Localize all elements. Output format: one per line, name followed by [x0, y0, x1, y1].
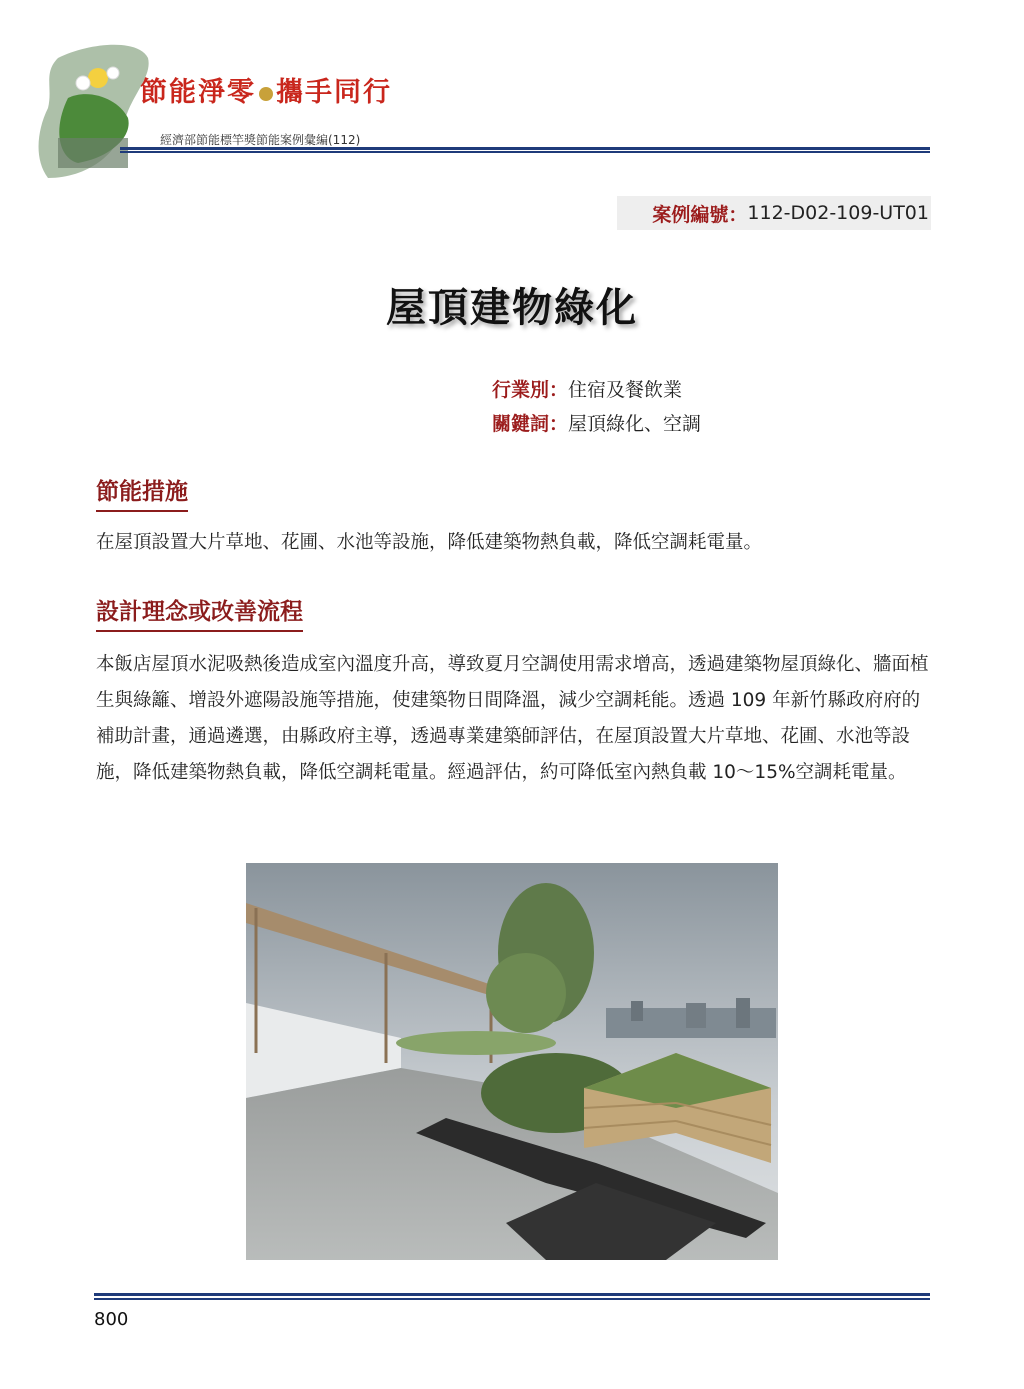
flower-icon [259, 87, 273, 101]
header-rule-thin [120, 151, 930, 153]
section-text-measures: 在屋頂設置大片草地、花圃、水池等設施，降低建築物熱負載，降低空調耗電量。 [96, 532, 763, 553]
case-number-label: 案例編號： [652, 203, 748, 226]
industry-value: 住宿及餐飲業 [568, 379, 683, 401]
rooftop-garden-photo [246, 863, 778, 1260]
keywords-row [492, 409, 701, 436]
section-heading-measures: 節能措施 [96, 473, 188, 512]
industry-label: 行業別： [492, 379, 569, 401]
header-logo [28, 38, 178, 183]
page-number: 800 [94, 1309, 129, 1330]
keywords-label: 關鍵詞： [492, 413, 569, 435]
section-text-design: 本飯店屋頂水泥吸熱後造成室內溫度升高，導致夏月空調使用需求增高，透過建築物屋頂綠化、牆面植生與綠籬、增設外遮陽設施等措施，使建築物日間降溫，減少空調耗能。透過 109 年新竹縣政府府的補助計畫，通過遴選，由縣政府主導，透過專業建築師評估，在屋頂設置大片草地、花圃、水池等設施，降低建築物熱負載，降低空調耗電量。經過評估，約可降低室內熱負載 10～15%空調耗電量。 [96, 654, 929, 783]
footer-rule [94, 1293, 930, 1296]
industry-row [492, 375, 682, 402]
header-subtitle: 經濟部節能標竿獎節能案例彙編(112) [160, 133, 361, 147]
header-title [140, 70, 392, 109]
case-number-value: 112-D02-109-UT01 [747, 202, 929, 224]
footer-rule-thin [94, 1298, 930, 1300]
page-title: 屋頂建物綠化 [386, 285, 638, 331]
keywords-value: 屋頂綠化、空調 [568, 413, 702, 435]
header-title-part2: 攜手同行 [276, 77, 392, 108]
header-title-part1: 節能淨零 [140, 77, 256, 108]
case-number-box [617, 196, 931, 230]
header-rule [120, 147, 930, 150]
section-heading-design: 設計理念或改善流程 [96, 593, 303, 632]
